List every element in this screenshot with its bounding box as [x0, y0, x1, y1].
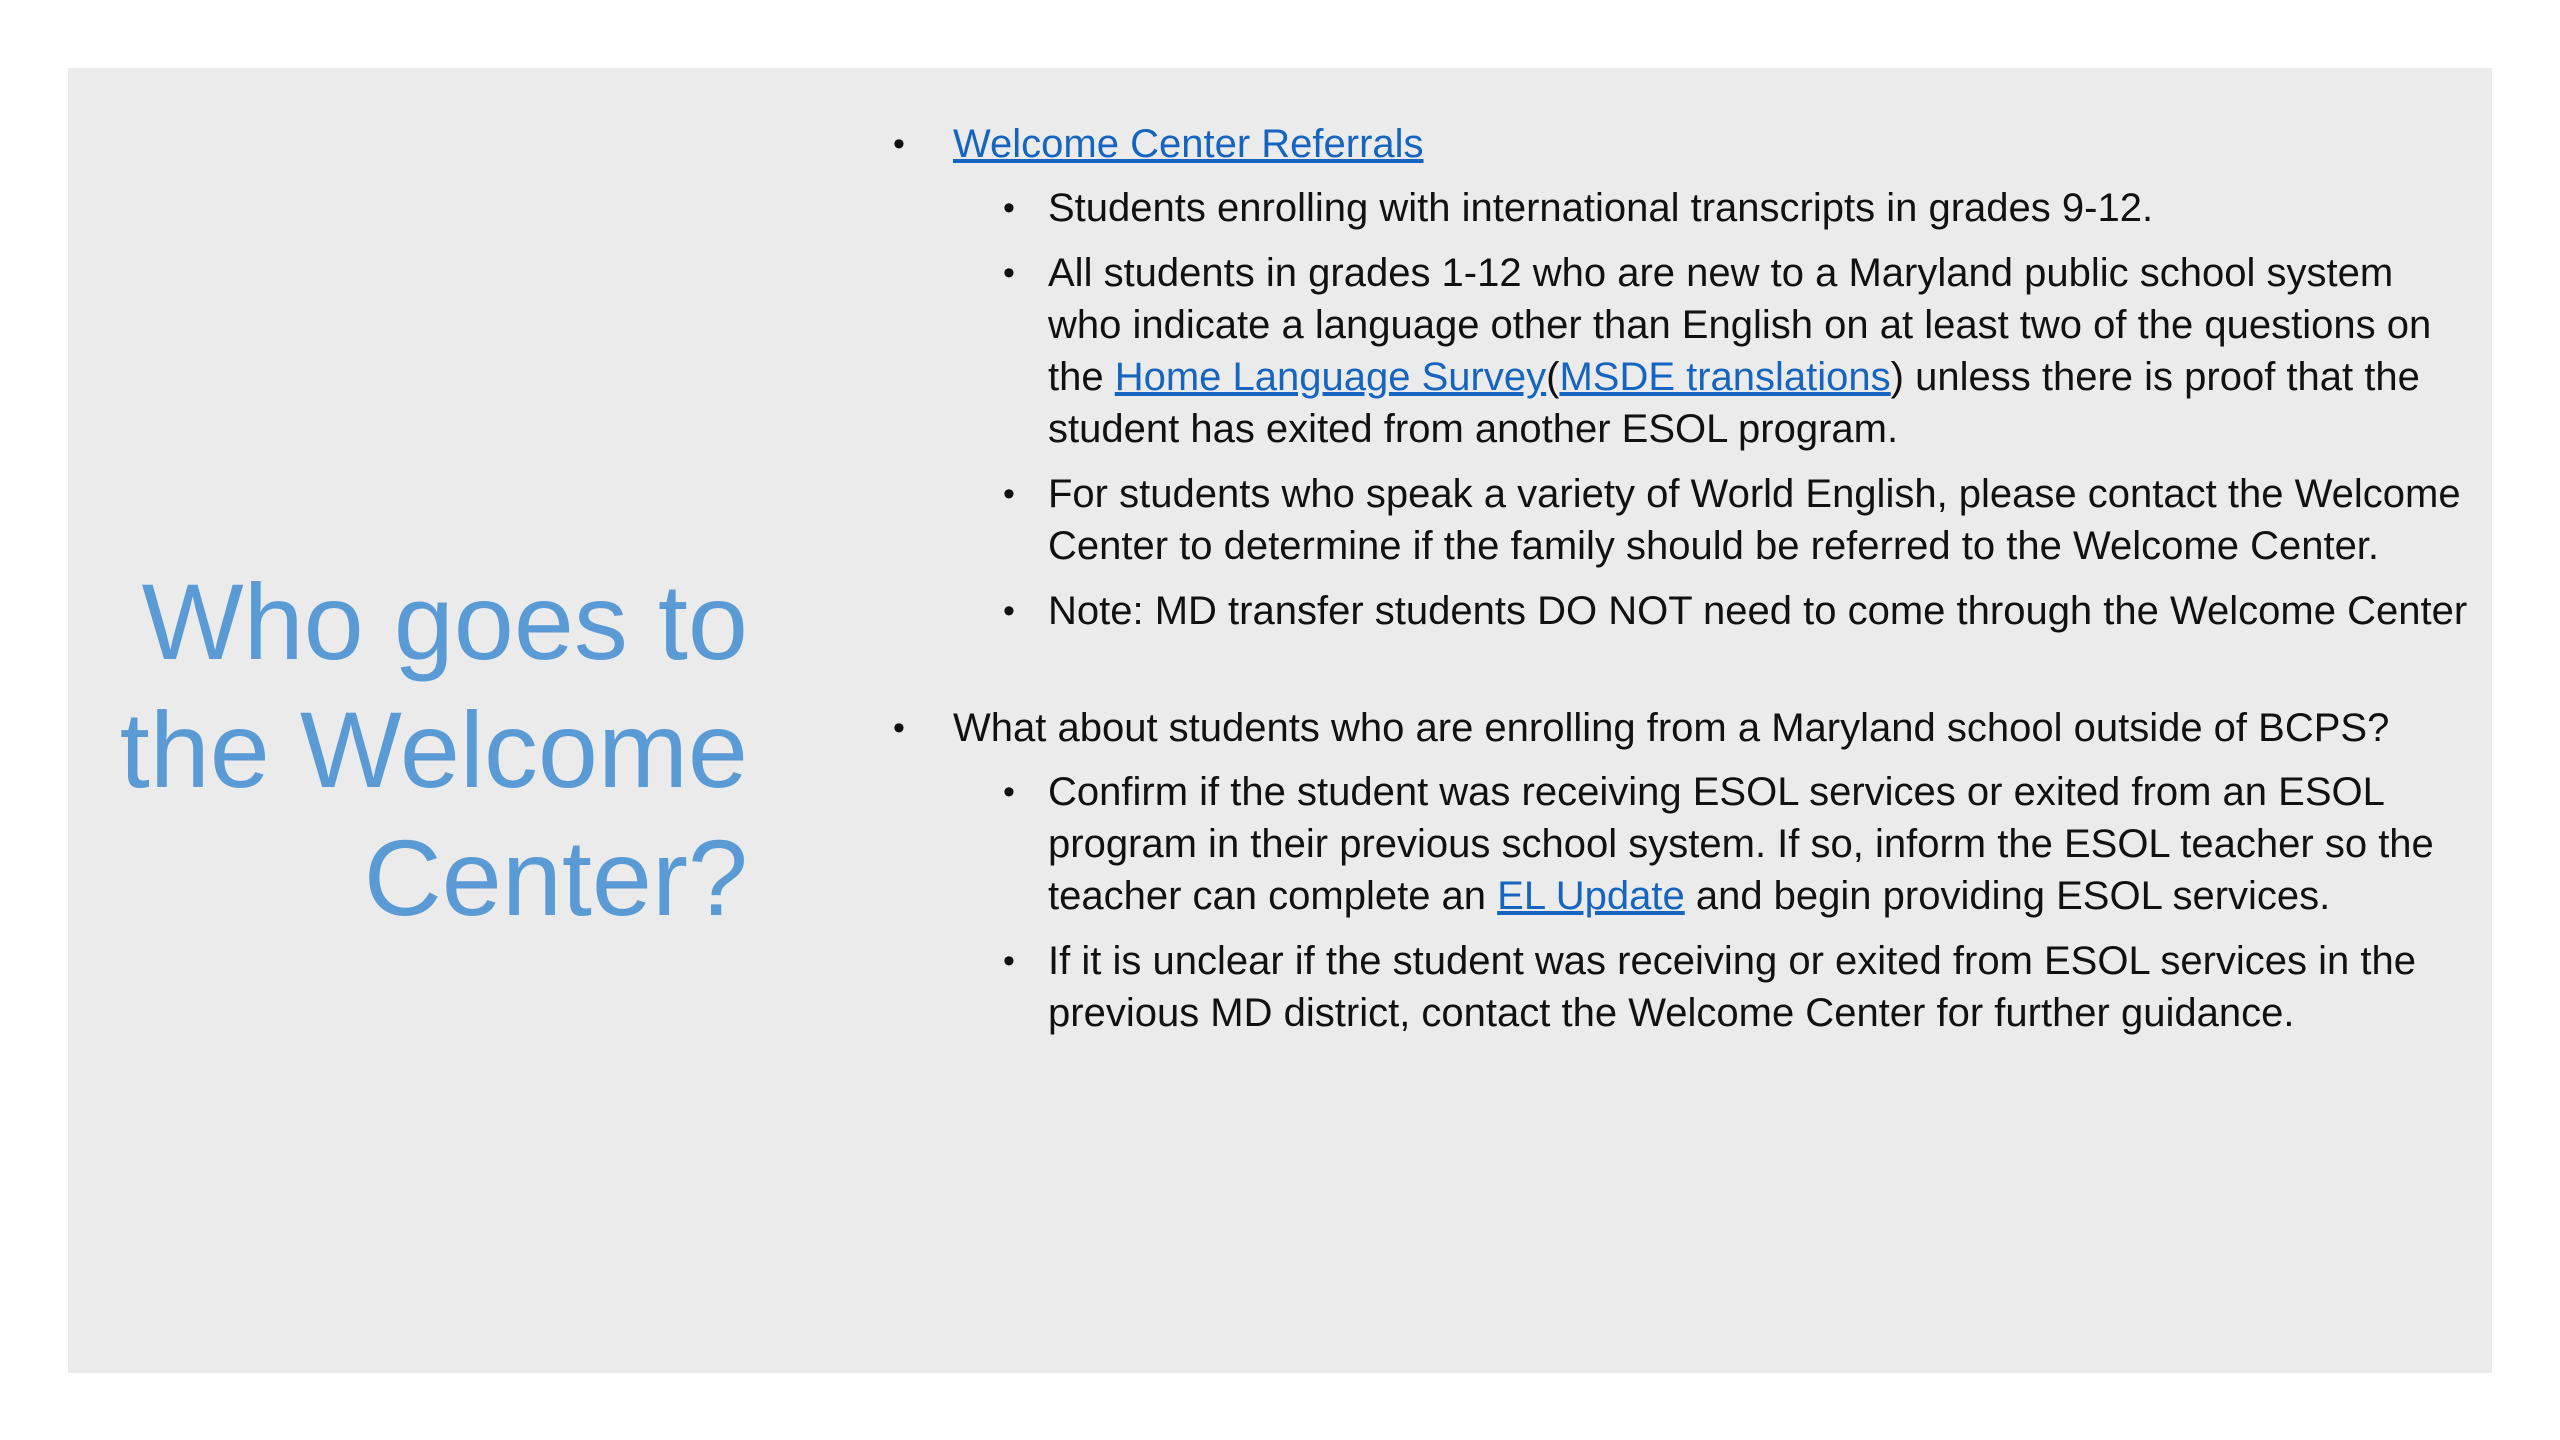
slide-title [68, 558, 748, 942]
welcome-center-referrals-link[interactable]: Welcome Center Referrals [953, 122, 1424, 166]
msde-translations-link[interactable]: MSDE translations [1559, 355, 1891, 399]
list-item-text: Note: MD transfer students DO NOT need to come through the Welcome Center [1048, 589, 2468, 633]
list-item-text: If it is unclear if the student was receiving or exited from ESOL services in the previous MD district, contact the Welcome Center for further guidance. [1048, 939, 2417, 1035]
bullet-icon: • [1003, 773, 1015, 811]
section-referrals [833, 118, 2473, 637]
list-item-text-part: ) unless there is proof that the student has exited from another ESOL program. [1048, 355, 2420, 451]
list-item-text-part: All students in grades 1-12 who are new to a Maryland public school system who indicate a language other than English on at least two of the questions on the [1048, 251, 2432, 399]
list-item [1003, 935, 2473, 1039]
home-language-survey-link[interactable]: Home Language Survey [1114, 355, 1547, 399]
section-out-of-district [833, 702, 2473, 1039]
slide-title-line-1: Who goes to [141, 561, 748, 682]
bullet-icon: • [1003, 254, 1015, 292]
list-item [1003, 585, 2473, 637]
out-of-district-sublist [953, 766, 2473, 1039]
bullet-icon: • [893, 709, 905, 747]
list-item-text: Students enrolling with international transcripts in grades 9-12. [1048, 186, 2154, 230]
referrals-sublist [953, 182, 2473, 637]
bullet-icon: • [1003, 592, 1015, 630]
list-item-text [1048, 247, 2473, 455]
bullet-icon: • [1003, 942, 1015, 980]
slide-content [833, 118, 2473, 1052]
list-item [1003, 766, 2473, 922]
list-item-text-part: and begin providing ESOL services. [1684, 874, 2331, 918]
spacer [833, 650, 2473, 702]
paren-open: ( [1546, 355, 1560, 399]
list-item [1003, 468, 2473, 572]
bullet-list [833, 118, 2473, 1039]
bullet-icon: • [1003, 189, 1015, 227]
list-item-text-part: Confirm if the student was receiving ESOL services or exited from an ESOL program in their previous school system. If so, inform the ESOL teacher so the teacher can complete an [1048, 770, 2434, 918]
slide [68, 68, 2492, 1373]
list-item-text [1048, 766, 2473, 922]
bullet-icon: • [893, 125, 905, 163]
list-item [1003, 247, 2473, 455]
list-item [1003, 182, 2473, 234]
slide-title-line-3: Center? [363, 817, 748, 938]
list-item-text: For students who speak a variety of World English, please contact the Welcome Center to determine if the family should be referred to the Welcome Center. [1048, 472, 2461, 568]
el-update-link[interactable]: EL Update [1497, 874, 1685, 918]
slide-title-line-2: the Welcome [119, 689, 748, 810]
bullet-icon: • [1003, 475, 1015, 513]
section-heading: What about students who are enrolling from a Maryland school outside of BCPS? [953, 706, 2390, 750]
